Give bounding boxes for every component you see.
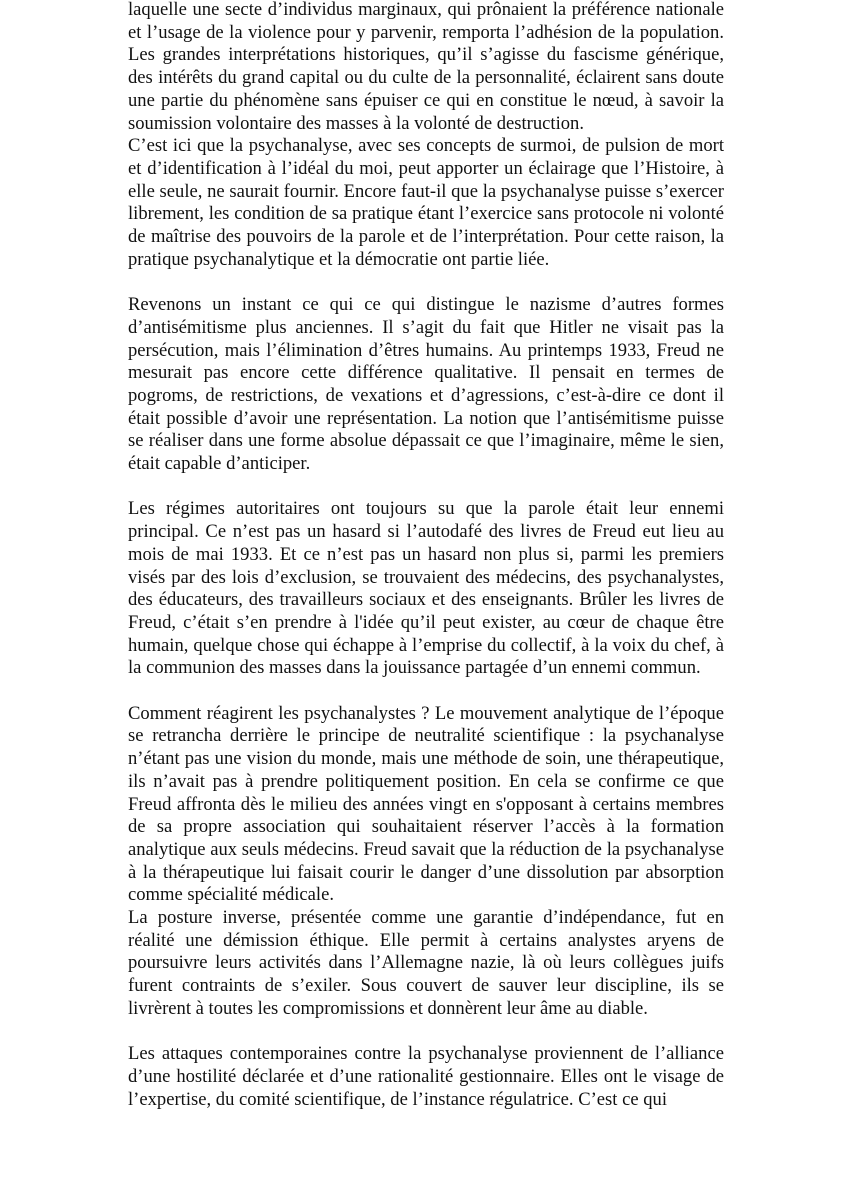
paragraph-posture-inverse: La posture inverse, présentée comme une garantie d’indépendance, fut en réalité une démission éthique. Elle permit à certains analystes aryens de poursuivre leurs activités dans l’Allemagne nazie, là où leurs collègues juifs furent contraints de s’exiler. Sous couvert de sauver leur discipline, ils se livrèrent à toutes les compromissions et donnèrent leur âme au diable. bbox=[128, 907, 724, 1019]
paragraph-psychanalyse-democratie: C’est ici que la psychanalyse, avec ses concepts de surmoi, de pulsion de mort et d’identification à l’idéal du moi, peut apporter un éclairage que l’Histoire, à elle seule, ne saurait fournir. Encore faut-il que la psychanalyse puisse s’exercer librement, les condition de sa pratique étant l’exercice sans protocole ni volonté de maîtrise des pouvoirs de la parole et de l’interprétation. Pour cette raison, la pratique psychanalytique et la démocratie ont partie liée. bbox=[128, 135, 724, 270]
document-page bbox=[128, 0, 724, 1111]
paragraph-continuation: laquelle une secte d’individus marginaux, qui prônaient la préférence nationale et l’usage de la violence pour y parvenir, remporta l’adhésion de la population. Les grandes interprétations historiques, qu’il s’agisse du fascisme générique, des intérêts du grand capital ou du culte de la personnalité, éclairent sans doute une partie du phénomène sans épuiser ce qui en constitue le nœud, à savoir la soumission volontaire des masses à la volonté de destruction. bbox=[128, 0, 724, 134]
paragraph-nazisme-antisemitisme: Revenons un instant ce qui ce qui distingue le nazisme d’autres formes d’antisémitisme plus anciennes. Il s’agit du fait que Hitler ne visait pas la persécution, mais l’élimination d’êtres humains. Au printemps 1933, Freud ne mesurait pas encore cette différence qualitative. Il pensait en termes de pogroms, de restrictions, de vexations et d’agressions, c’est-à-dire ce dont il était possible d’avoir une représentation. La notion que l’antisémitisme puisse se réaliser dans une forme absolue dépassait ce que l’imaginaire, même le sien, était capable d’anticiper. bbox=[128, 294, 724, 475]
paragraph-regimes-autoritaires: Les régimes autoritaires ont toujours su que la parole était leur ennemi principal. Ce n’est pas un hasard si l’autodafé des livres de Freud eut lieu au mois de mai 1933. Et ce n’est pas un hasard non plus si, parmi les premiers visés par des lois d’exclusion, se trouvaient des médecins, des psychanalystes, des éducateurs, des travailleurs sociaux et des enseignants. Brûler les livres de Freud, c’était s’en prendre à l'idée qu’il peut exister, au cœur de chaque être humain, quelque chose qui échappe à l’emprise du collectif, à la voix du chef, à la communion des masses dans la jouissance partagée d’un ennemi commun. bbox=[128, 498, 724, 679]
paragraph-attaques-contemporaines: Les attaques contemporaines contre la psychanalyse proviennent de l’alliance d’une hostilité déclarée et d’une rationalité gestionnaire. Elles ont le visage de l’expertise, du comité scientifique, de l’instance régulatrice. C’est ce qui bbox=[128, 1043, 724, 1110]
paragraph-reaction-psychanalystes: Comment réagirent les psychanalystes ? Le mouvement analytique de l’époque se retrancha derrière le principe de neutralité scientifique : la psychanalyse n’étant pas une vision du monde, mais une méthode de soin, une thérapeutique, ils n’avait pas à prendre politiquement position. En cela se confirme ce que Freud affronta dès le milieu des années vingt en s'opposant à certains membres de sa propre association qui souhaitaient réserver l’accès à la formation analytique aux seuls médecins. Freud savait que la réduction de la psychanalyse à la thérapeutique lui faisait courir le danger d’une dissolution par absorption comme spécialité médicale. bbox=[128, 702, 724, 906]
